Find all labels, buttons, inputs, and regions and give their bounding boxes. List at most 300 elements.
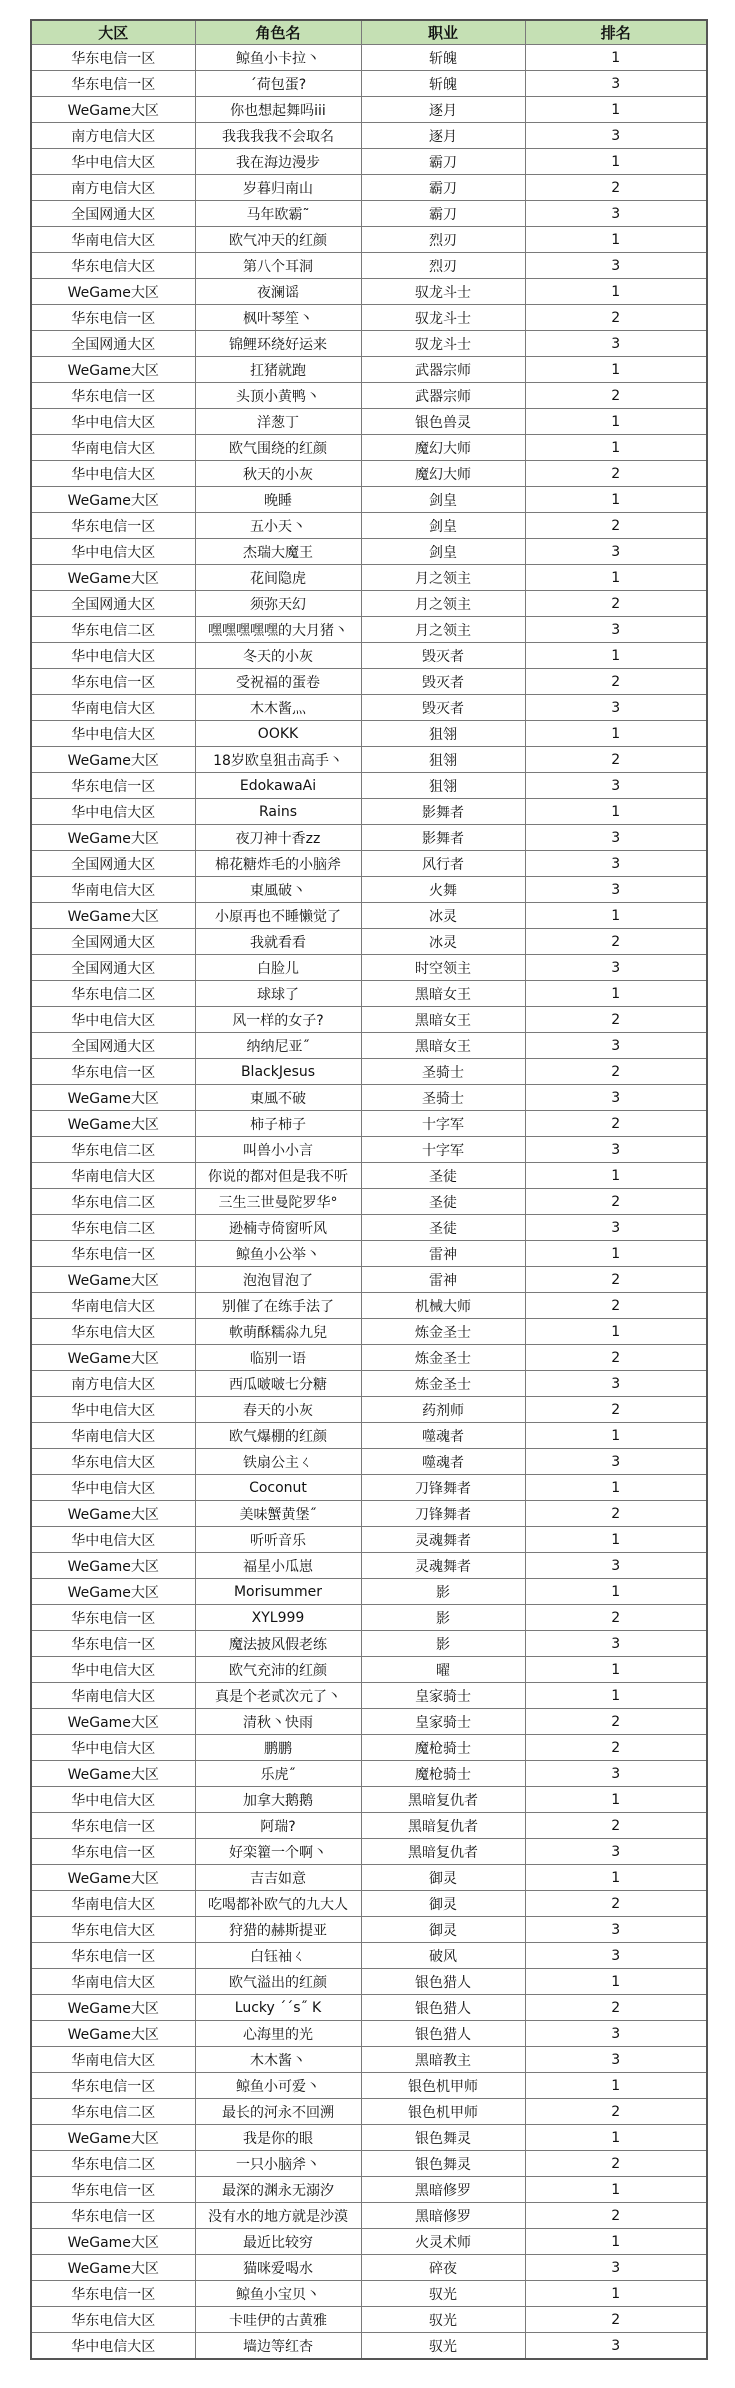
table-row: [31, 1995, 707, 2021]
cell-character-name: 吉吉如意: [195, 1865, 361, 1891]
cell-rank: 1: [525, 97, 707, 123]
cell-rank: 1: [525, 1241, 707, 1267]
table-row: [31, 1605, 707, 1631]
cell-class: 噬魂者: [361, 1423, 525, 1449]
table-row: [31, 1865, 707, 1891]
cell-rank: 3: [525, 773, 707, 799]
table-row: [31, 2125, 707, 2151]
table-row: [31, 1579, 707, 1605]
table-row: [31, 1215, 707, 1241]
table-row: [31, 1683, 707, 1709]
cell-rank: 1: [525, 409, 707, 435]
cell-character-name: 冬天的小灰: [195, 643, 361, 669]
table-row: [31, 1631, 707, 1657]
cell-character-name: 三生三世曼陀罗华°: [195, 1189, 361, 1215]
cell-region: 华东电信二区: [31, 2151, 195, 2177]
table-row: [31, 71, 707, 97]
cell-region: 华东电信二区: [31, 2099, 195, 2125]
table-row: [31, 383, 707, 409]
table-row: [31, 305, 707, 331]
table-row: [31, 617, 707, 643]
cell-rank: 2: [525, 2151, 707, 2177]
cell-class: 魔幻大师: [361, 435, 525, 461]
cell-class: 圣骑士: [361, 1059, 525, 1085]
table-row: [31, 2203, 707, 2229]
table-row: [31, 695, 707, 721]
cell-class: 影: [361, 1605, 525, 1631]
cell-character-name: 你说的都对但是我不听: [195, 1163, 361, 1189]
table-row: [31, 539, 707, 565]
cell-character-name: 軟萌酥糯尛九兒: [195, 1319, 361, 1345]
cell-region: 华中电信大区: [31, 539, 195, 565]
cell-rank: 1: [525, 227, 707, 253]
cell-class: 炼金圣士: [361, 1371, 525, 1397]
cell-region: 华东电信一区: [31, 1839, 195, 1865]
table-row: [31, 1449, 707, 1475]
table-row: [31, 331, 707, 357]
cell-character-name: 好栾籊一个啊丶: [195, 1839, 361, 1865]
table-row: [31, 591, 707, 617]
cell-region: 全国网通大区: [31, 929, 195, 955]
table-row: [31, 1969, 707, 1995]
cell-class: 银色舞灵: [361, 2151, 525, 2177]
cell-rank: 1: [525, 721, 707, 747]
cell-class: 烈刃: [361, 227, 525, 253]
cell-region: WeGame大区: [31, 1995, 195, 2021]
header-rank: 排名: [525, 20, 707, 45]
table-row: [31, 1917, 707, 1943]
cell-region: WeGame大区: [31, 1865, 195, 1891]
cell-region: WeGame大区: [31, 97, 195, 123]
cell-region: 华东电信一区: [31, 1631, 195, 1657]
cell-rank: 2: [525, 1397, 707, 1423]
cell-character-name: 福星小瓜崽: [195, 1553, 361, 1579]
cell-rank: 3: [525, 2021, 707, 2047]
table-row: [31, 981, 707, 1007]
cell-class: 冰灵: [361, 903, 525, 929]
table-row: [31, 1059, 707, 1085]
cell-class: 十字军: [361, 1137, 525, 1163]
cell-character-name: 欧气围绕的红颜: [195, 435, 361, 461]
cell-class: 驭光: [361, 2333, 525, 2360]
cell-region: WeGame大区: [31, 357, 195, 383]
table-row: [31, 2151, 707, 2177]
cell-rank: 3: [525, 201, 707, 227]
cell-character-name: 夜澜谣: [195, 279, 361, 305]
cell-region: 全国网通大区: [31, 591, 195, 617]
cell-character-name: 欧气充沛的红颜: [195, 1657, 361, 1683]
cell-character-name: 阿瑞?: [195, 1813, 361, 1839]
cell-character-name: 小原再也不睡懒觉了: [195, 903, 361, 929]
table-row: [31, 1475, 707, 1501]
table-row: [31, 1527, 707, 1553]
cell-rank: 3: [525, 2255, 707, 2281]
cell-character-name: 第八个耳洞: [195, 253, 361, 279]
cell-region: 全国网通大区: [31, 201, 195, 227]
cell-class: 圣徒: [361, 1189, 525, 1215]
cell-character-name: 没有水的地方就是沙漠: [195, 2203, 361, 2229]
cell-class: 斩魄: [361, 71, 525, 97]
cell-region: 华东电信二区: [31, 617, 195, 643]
cell-region: 华南电信大区: [31, 1683, 195, 1709]
table-row: [31, 1761, 707, 1787]
cell-class: 曜: [361, 1657, 525, 1683]
cell-rank: 3: [525, 1137, 707, 1163]
cell-class: 刀锋舞者: [361, 1475, 525, 1501]
cell-rank: 1: [525, 2229, 707, 2255]
cell-region: 华东电信大区: [31, 2307, 195, 2333]
cell-region: 华南电信大区: [31, 695, 195, 721]
cell-rank: 1: [525, 279, 707, 305]
cell-rank: 2: [525, 669, 707, 695]
cell-class: 银色猎人: [361, 2021, 525, 2047]
header-class: 职业: [361, 20, 525, 45]
table-row: [31, 1943, 707, 1969]
cell-character-name: 扛猪就跑: [195, 357, 361, 383]
cell-rank: 2: [525, 1189, 707, 1215]
cell-region: 华东电信一区: [31, 2281, 195, 2307]
cell-rank: 1: [525, 1787, 707, 1813]
cell-rank: 2: [525, 175, 707, 201]
table-row: [31, 877, 707, 903]
cell-class: 炼金圣士: [361, 1319, 525, 1345]
ranking-table-wrapper: [30, 19, 706, 2360]
table-row: [31, 1553, 707, 1579]
cell-rank: 2: [525, 1007, 707, 1033]
cell-rank: 3: [525, 1371, 707, 1397]
cell-class: 御灵: [361, 1865, 525, 1891]
cell-region: 全国网通大区: [31, 955, 195, 981]
table-row: [31, 1345, 707, 1371]
table-header-row: [31, 20, 707, 45]
cell-rank: 2: [525, 2203, 707, 2229]
cell-character-name: 欧气冲天的红颜: [195, 227, 361, 253]
table-row: [31, 2255, 707, 2281]
cell-rank: 3: [525, 331, 707, 357]
cell-rank: 1: [525, 981, 707, 1007]
cell-rank: 1: [525, 1969, 707, 1995]
cell-class: 银色机甲师: [361, 2099, 525, 2125]
cell-region: WeGame大区: [31, 1267, 195, 1293]
cell-class: 毁灭者: [361, 669, 525, 695]
cell-character-name: OOKK: [195, 721, 361, 747]
cell-class: 霸刀: [361, 149, 525, 175]
cell-class: 毁灭者: [361, 643, 525, 669]
table-row: [31, 773, 707, 799]
cell-region: 华东电信大区: [31, 1319, 195, 1345]
cell-character-name: 马年欧霸˜: [195, 201, 361, 227]
cell-region: 华南电信大区: [31, 1969, 195, 1995]
cell-region: 华中电信大区: [31, 1475, 195, 1501]
cell-region: 全国网通大区: [31, 331, 195, 357]
cell-rank: 3: [525, 955, 707, 981]
cell-region: 华南电信大区: [31, 1163, 195, 1189]
cell-region: 华中电信大区: [31, 1007, 195, 1033]
table-row: [31, 1007, 707, 1033]
cell-class: 火舞: [361, 877, 525, 903]
cell-character-name: 铁扇公主ㄑ: [195, 1449, 361, 1475]
cell-rank: 2: [525, 591, 707, 617]
cell-class: 炼金圣士: [361, 1345, 525, 1371]
cell-region: 华南电信大区: [31, 2047, 195, 2073]
cell-rank: 2: [525, 383, 707, 409]
cell-character-name: 鲸鱼小公举丶: [195, 1241, 361, 1267]
cell-region: 华东电信一区: [31, 2203, 195, 2229]
table-row: [31, 1163, 707, 1189]
cell-region: 华东电信大区: [31, 1917, 195, 1943]
cell-character-name: BlackJesus: [195, 1059, 361, 1085]
table-row: [31, 903, 707, 929]
cell-character-name: 最近比较穷: [195, 2229, 361, 2255]
cell-character-name: 杰瑞大魔王: [195, 539, 361, 565]
cell-region: WeGame大区: [31, 1761, 195, 1787]
cell-region: WeGame大区: [31, 2125, 195, 2151]
cell-character-name: Morisummer: [195, 1579, 361, 1605]
table-row: [31, 1267, 707, 1293]
cell-character-name: 嘿嘿嘿嘿嘿的大月猪丶: [195, 617, 361, 643]
cell-rank: 3: [525, 1215, 707, 1241]
cell-rank: 3: [525, 539, 707, 565]
cell-region: 华东电信一区: [31, 383, 195, 409]
cell-character-name: 临别一语: [195, 1345, 361, 1371]
cell-character-name: 鹏鹏: [195, 1735, 361, 1761]
cell-region: 华中电信大区: [31, 1787, 195, 1813]
cell-rank: 3: [525, 695, 707, 721]
cell-rank: 1: [525, 1163, 707, 1189]
cell-character-name: 秋天的小灰: [195, 461, 361, 487]
cell-class: 魔幻大师: [361, 461, 525, 487]
cell-class: 剑皇: [361, 539, 525, 565]
cell-character-name: 欧气爆棚的红颜: [195, 1423, 361, 1449]
cell-class: 御灵: [361, 1917, 525, 1943]
cell-character-name: 最长的河永不回溯: [195, 2099, 361, 2125]
cell-character-name: 棉花糖炸毛的小脑斧: [195, 851, 361, 877]
table-row: [31, 1735, 707, 1761]
cell-class: 武器宗师: [361, 383, 525, 409]
table-row: [31, 1085, 707, 1111]
cell-rank: 3: [525, 1631, 707, 1657]
cell-region: WeGame大区: [31, 2021, 195, 2047]
cell-class: 月之领主: [361, 617, 525, 643]
cell-class: 魔枪骑士: [361, 1735, 525, 1761]
cell-rank: 2: [525, 461, 707, 487]
cell-rank: 3: [525, 71, 707, 97]
cell-class: 黑暗复仇者: [361, 1813, 525, 1839]
header-region: 大区: [31, 20, 195, 45]
cell-character-name: Lucky ˊˊs˝ K: [195, 1995, 361, 2021]
cell-class: 逐月: [361, 97, 525, 123]
cell-character-name: Rains: [195, 799, 361, 825]
cell-class: 逐月: [361, 123, 525, 149]
cell-class: 驭光: [361, 2281, 525, 2307]
cell-class: 皇家骑士: [361, 1683, 525, 1709]
cell-rank: 2: [525, 1709, 707, 1735]
cell-character-name: 纳纳尼亚˝: [195, 1033, 361, 1059]
table-row: [31, 1137, 707, 1163]
cell-character-name: 美味蟹黄堡˝: [195, 1501, 361, 1527]
table-row: [31, 2229, 707, 2255]
cell-region: 华南电信大区: [31, 1293, 195, 1319]
cell-region: 华南电信大区: [31, 877, 195, 903]
cell-rank: 2: [525, 1813, 707, 1839]
cell-class: 噬魂者: [361, 1449, 525, 1475]
cell-region: 华南电信大区: [31, 435, 195, 461]
cell-region: 全国网通大区: [31, 1033, 195, 1059]
cell-rank: 2: [525, 1891, 707, 1917]
cell-class: 黑暗复仇者: [361, 1787, 525, 1813]
cell-region: WeGame大区: [31, 747, 195, 773]
table-row: [31, 1397, 707, 1423]
table-row: [31, 149, 707, 175]
table-row: [31, 669, 707, 695]
cell-character-name: 我我我我不会取名: [195, 123, 361, 149]
cell-region: WeGame大区: [31, 1553, 195, 1579]
cell-class: 黑暗女王: [361, 1033, 525, 1059]
table-row: [31, 357, 707, 383]
cell-region: 华东电信大区: [31, 1449, 195, 1475]
cell-rank: 3: [525, 1761, 707, 1787]
cell-character-name: 18岁欧皇狙击高手丶: [195, 747, 361, 773]
cell-rank: 2: [525, 2307, 707, 2333]
cell-character-name: 加拿大鹅鹅: [195, 1787, 361, 1813]
cell-rank: 1: [525, 1579, 707, 1605]
cell-character-name: 狩猎的赫斯提亚: [195, 1917, 361, 1943]
cell-character-name: 清秋丶快雨: [195, 1709, 361, 1735]
cell-region: 华东电信一区: [31, 1059, 195, 1085]
cell-class: 黑暗修罗: [361, 2177, 525, 2203]
cell-character-name: 柿子柿子: [195, 1111, 361, 1137]
cell-character-name: 白钰袖ㄑ: [195, 1943, 361, 1969]
cell-rank: 3: [525, 1085, 707, 1111]
cell-region: WeGame大区: [31, 825, 195, 851]
cell-region: 华东电信二区: [31, 1137, 195, 1163]
cell-region: 华中电信大区: [31, 149, 195, 175]
cell-class: 黑暗复仇者: [361, 1839, 525, 1865]
cell-character-name: 泡泡冒泡了: [195, 1267, 361, 1293]
cell-region: 华中电信大区: [31, 721, 195, 747]
cell-region: 华东电信大区: [31, 253, 195, 279]
cell-region: 华东电信一区: [31, 305, 195, 331]
cell-rank: 1: [525, 903, 707, 929]
table-row: [31, 721, 707, 747]
cell-character-name: 逊楠寺倚窗听风: [195, 1215, 361, 1241]
cell-class: 武器宗师: [361, 357, 525, 383]
cell-class: 黑暗女王: [361, 981, 525, 1007]
table-row: [31, 1657, 707, 1683]
cell-character-name: 東風不破: [195, 1085, 361, 1111]
cell-rank: 2: [525, 1267, 707, 1293]
cell-class: 雷神: [361, 1267, 525, 1293]
cell-character-name: 心海里的光: [195, 2021, 361, 2047]
table-row: [31, 1839, 707, 1865]
cell-region: 华东电信一区: [31, 1943, 195, 1969]
cell-region: 华东电信二区: [31, 1189, 195, 1215]
cell-character-name: 猫咪爱喝水: [195, 2255, 361, 2281]
cell-rank: 3: [525, 877, 707, 903]
cell-class: 霸刀: [361, 175, 525, 201]
cell-region: WeGame大区: [31, 1709, 195, 1735]
cell-character-name: 木木酱丶: [195, 2047, 361, 2073]
cell-rank: 1: [525, 2073, 707, 2099]
cell-rank: 3: [525, 1033, 707, 1059]
cell-class: 银色猎人: [361, 1995, 525, 2021]
cell-character-name: 须弥天幻: [195, 591, 361, 617]
cell-rank: 3: [525, 2047, 707, 2073]
cell-rank: 1: [525, 565, 707, 591]
cell-region: 华中电信大区: [31, 1527, 195, 1553]
cell-region: WeGame大区: [31, 1085, 195, 1111]
table-row: [31, 409, 707, 435]
cell-class: 驭光: [361, 2307, 525, 2333]
cell-character-name: 墙边等红杏: [195, 2333, 361, 2360]
cell-rank: 1: [525, 2177, 707, 2203]
cell-class: 冰灵: [361, 929, 525, 955]
cell-class: 驭龙斗士: [361, 279, 525, 305]
cell-rank: 3: [525, 851, 707, 877]
cell-class: 十字军: [361, 1111, 525, 1137]
cell-character-name: 头顶小黄鸭丶: [195, 383, 361, 409]
table-row: [31, 799, 707, 825]
cell-class: 灵魂舞者: [361, 1527, 525, 1553]
cell-rank: 2: [525, 1059, 707, 1085]
table-body: [31, 45, 707, 2360]
cell-rank: 1: [525, 487, 707, 513]
table-row: [31, 1371, 707, 1397]
cell-character-name: ˊ荷包蛋?: [195, 71, 361, 97]
cell-character-name: 最深的渊永无溺汐: [195, 2177, 361, 2203]
cell-rank: 2: [525, 1293, 707, 1319]
cell-rank: 2: [525, 1605, 707, 1631]
cell-class: 机械大师: [361, 1293, 525, 1319]
table-row: [31, 435, 707, 461]
cell-class: 银色猎人: [361, 1969, 525, 1995]
table-row: [31, 1293, 707, 1319]
cell-character-name: 我就看看: [195, 929, 361, 955]
cell-rank: 1: [525, 2281, 707, 2307]
cell-rank: 1: [525, 435, 707, 461]
cell-rank: 1: [525, 149, 707, 175]
cell-class: 影舞者: [361, 799, 525, 825]
cell-region: 华东电信二区: [31, 981, 195, 1007]
table-row: [31, 1189, 707, 1215]
cell-region: 华东电信一区: [31, 669, 195, 695]
cell-rank: 2: [525, 1995, 707, 2021]
cell-class: 黑暗修罗: [361, 2203, 525, 2229]
cell-rank: 3: [525, 1553, 707, 1579]
table-row: [31, 2307, 707, 2333]
table-row: [31, 2333, 707, 2360]
cell-class: 黑暗教主: [361, 2047, 525, 2073]
cell-region: 华东电信二区: [31, 1215, 195, 1241]
cell-class: 魔枪骑士: [361, 1761, 525, 1787]
cell-rank: 2: [525, 305, 707, 331]
cell-character-name: 欧气溢出的红颜: [195, 1969, 361, 1995]
table-row: [31, 1423, 707, 1449]
cell-region: WeGame大区: [31, 487, 195, 513]
cell-character-name: 洋葱丁: [195, 409, 361, 435]
table-row: [31, 45, 707, 71]
cell-character-name: 西瓜啵啵七分糖: [195, 1371, 361, 1397]
cell-class: 刀锋舞者: [361, 1501, 525, 1527]
cell-region: 华东电信一区: [31, 2073, 195, 2099]
cell-class: 银色兽灵: [361, 409, 525, 435]
cell-character-name: 卡哇伊的古黄雅: [195, 2307, 361, 2333]
cell-region: WeGame大区: [31, 279, 195, 305]
cell-rank: 3: [525, 253, 707, 279]
cell-class: 圣徒: [361, 1215, 525, 1241]
cell-character-name: 白脸儿: [195, 955, 361, 981]
cell-region: WeGame大区: [31, 1345, 195, 1371]
